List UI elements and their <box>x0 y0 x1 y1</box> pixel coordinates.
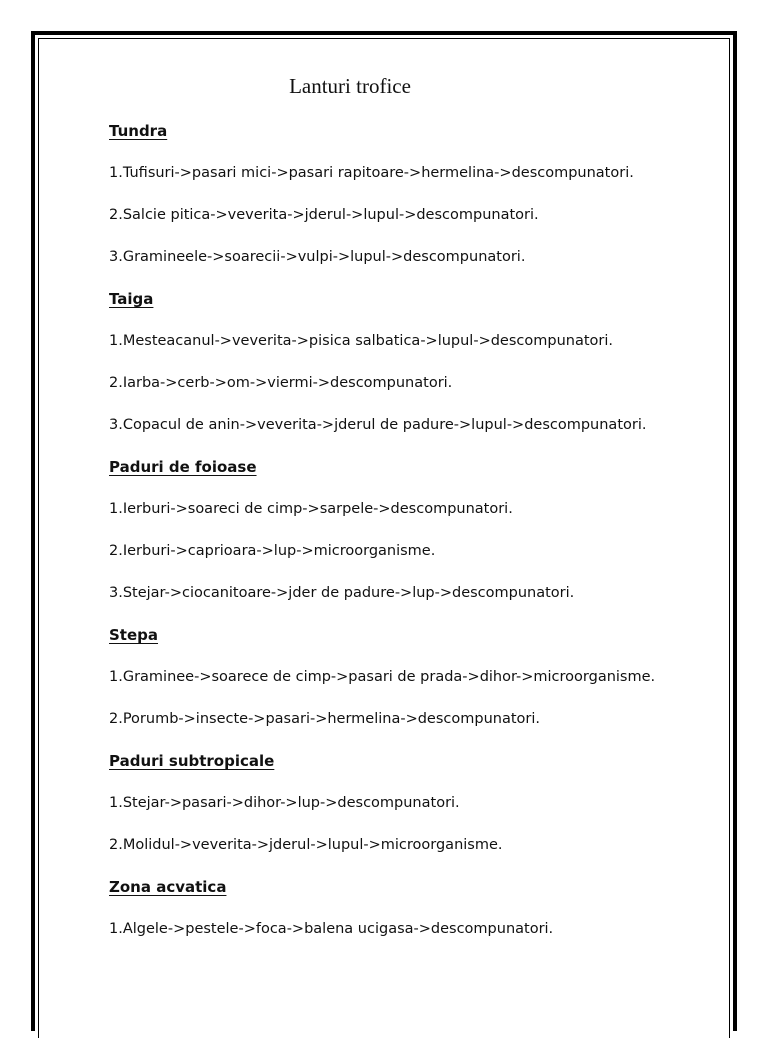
section-paduri-subtropicale <box>109 750 719 876</box>
section-stepa <box>109 624 719 750</box>
section-zona-acvatica <box>109 876 719 960</box>
food-chain-item: 2.Iarba->cerb->om->viermi->descompunatori. <box>109 375 453 391</box>
section-heading: Taiga <box>109 290 154 308</box>
food-chain-item: 1.Mesteacanul->veverita->pisica salbatica->lupul->descompunatori. <box>109 333 613 349</box>
food-chain-item: 1.Ierburi->soareci de cimp->sarpele->descompunatori. <box>109 501 513 517</box>
section-heading: Zona acvatica <box>109 878 227 896</box>
section-heading: Paduri subtropicale <box>109 752 275 770</box>
food-chain-item: 3.Gramineele->soarecii->vulpi->lupul->descompunatori. <box>109 249 526 265</box>
food-chain-item: 2.Porumb->insecte->pasari->hermelina->descompunatori. <box>109 711 540 727</box>
section-taiga <box>109 288 719 456</box>
food-chain-item: 2.Salcie pitica->veverita->jderul->lupul->descompunatori. <box>109 207 539 223</box>
food-chain-item: 1.Tufisuri->pasari mici->pasari rapitoare->hermelina->descompunatori. <box>109 165 634 181</box>
section-heading: Tundra <box>109 122 168 140</box>
document-body <box>109 120 719 960</box>
section-paduri-de-foioase <box>109 456 719 624</box>
section-heading: Paduri de foioase <box>109 458 257 476</box>
food-chain-item: 3.Copacul de anin->veverita->jderul de padure->lupul->descompunatori. <box>109 417 647 433</box>
food-chain-item: 2.Ierburi->caprioara->lup->microorganisme. <box>109 543 436 559</box>
food-chain-item: 1.Graminee->soarece de cimp->pasari de prada->dihor->microorganisme. <box>109 669 656 685</box>
food-chain-item: 2.Molidul->veverita->jderul->lupul->microorganisme. <box>109 837 503 853</box>
food-chain-item: 3.Stejar->ciocanitoare->jder de padure->lup->descompunatori. <box>109 585 575 601</box>
section-heading: Stepa <box>109 626 159 644</box>
section-tundra <box>109 120 719 288</box>
food-chain-item: 1.Stejar->pasari->dihor->lup->descompunatori. <box>109 795 460 811</box>
food-chain-item: 1.Algele->pestele->foca->balena ucigasa->descompunatori. <box>109 921 554 937</box>
document-title: Lanturi trofice <box>289 74 411 98</box>
